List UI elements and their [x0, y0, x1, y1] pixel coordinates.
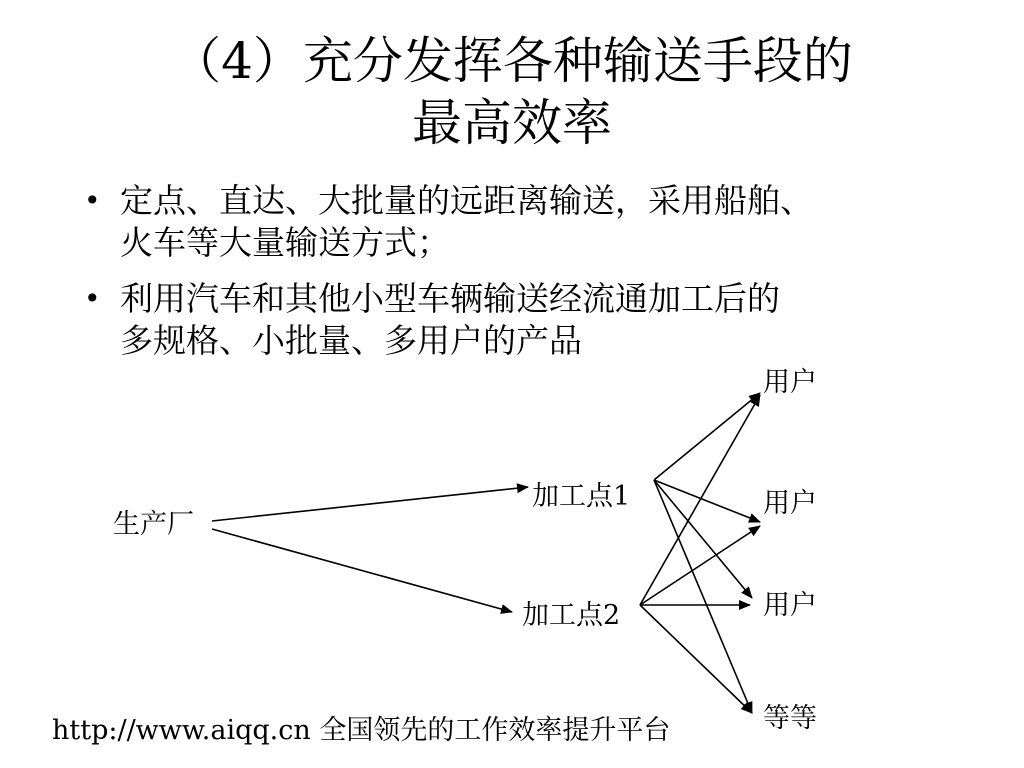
node-processing-point-1: 加工点1	[532, 481, 631, 512]
footer	[52, 714, 670, 748]
node-user-1: 用户	[763, 367, 817, 398]
bullet-text-line-1: 定点、直达、大批量的远距离输送，采用船舶、	[120, 181, 813, 220]
footer-slogan: 全国领先的工作效率提升平台	[319, 715, 671, 746]
node-user-3: 用户	[763, 590, 817, 621]
title-line-1: （4）充分发挥各种输送手段的	[171, 32, 853, 90]
bullet-text-line-2: 火车等大量输送方式；	[120, 223, 450, 262]
node-processing-point-2: 加工点2	[522, 600, 621, 631]
arrow-factory-to-point1	[212, 487, 528, 521]
arrow-point2-to-etc	[640, 605, 752, 713]
arrow-point2-to-user2	[640, 526, 760, 605]
bullet-text-line-2: 多规格、小批量、多用户的产品	[120, 321, 582, 360]
footer-url: http://www.aiqq.cn	[52, 715, 311, 746]
bullet-text-line-1: 利用汽车和其他小型车辆输送经流通加工后的	[120, 279, 780, 318]
bullet-marker: •	[84, 184, 101, 217]
arrow-point1-to-user1	[654, 393, 760, 480]
arrow-point1-to-user3	[654, 480, 752, 598]
node-etc: 等等	[763, 703, 817, 734]
node-factory: 生产厂	[113, 509, 194, 540]
bullet-marker: •	[84, 282, 101, 315]
node-user-2: 用户	[763, 488, 817, 519]
title-line-2: 最高效率	[412, 94, 612, 152]
arrow-point1-to-etc	[654, 480, 752, 713]
arrow-factory-to-point2	[212, 529, 512, 612]
arrow-point2-to-user1	[640, 395, 760, 605]
